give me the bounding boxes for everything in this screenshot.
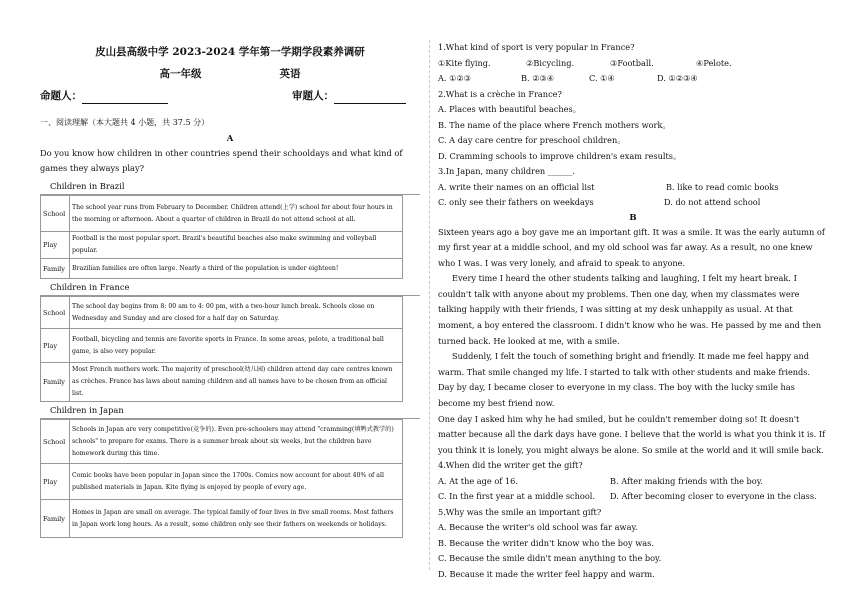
q3-option-a: A. write their names on an official list <box>438 181 595 192</box>
q1-option-d: D. ①②③④ <box>657 73 698 83</box>
q4-option-c: C. In the first year at a middle school. <box>438 491 595 502</box>
q5-option-c: C. Because the smile didn't mean anything to the boy. <box>438 553 662 564</box>
q2-option-d: D. Cramming schools to improve children's exam results。 <box>438 150 682 161</box>
section-heading: 一、阅读理解（本大题共 4 小题，共 37.5 分） <box>40 118 210 127</box>
table-row <box>41 363 403 402</box>
question-3-options-cd <box>438 195 828 211</box>
row-category: Play <box>41 329 70 363</box>
row-category: Family <box>41 500 70 538</box>
q2-option-b: B. The name of the place where French mothers work。 <box>438 119 671 130</box>
table-france <box>40 296 403 402</box>
q1-option-b: B. ②③④ <box>521 73 555 83</box>
question-3-options-ab <box>438 180 828 196</box>
table-row <box>41 232 403 259</box>
row-text: Homes in Japan are small on average. The typical family of four lives in five small rooms. Most fathers in Japan work long hours. As a result, some children only see their fathers on weekends or holidays. <box>70 500 403 538</box>
passage-b-paragraph: Every time I heard the other students talking and laughing, I felt my heart break. I couldn't talk with anyone about my problems. Then one day, when my classmates were talking happily with their friends, I was sitting at my desk unhappily as usual. At that moment, a boy entered the classroom. I didn't know who he was. He passed by me and then turned back. He looked at me, with a smile. <box>438 273 822 346</box>
row-category: Play <box>41 232 70 259</box>
table-caption-france: Children in France <box>40 279 420 296</box>
subject-label: 英语 <box>279 68 301 80</box>
right-column <box>438 40 828 582</box>
q1-item: ③Football. <box>610 57 654 68</box>
reviewer-label: 审题人： <box>292 90 334 102</box>
row-category: School <box>41 297 70 329</box>
question-5-stem: 5.Why was the smile an important gift? <box>438 506 602 517</box>
table-caption-brazil: Children in Brazil <box>40 178 420 195</box>
setter-label: 命题人： <box>40 90 82 102</box>
grade-label: 高一年级 <box>159 68 202 80</box>
row-category: Family <box>41 363 70 402</box>
table-row <box>41 196 403 232</box>
q3-option-c: C. only see their fathers on weekdays <box>438 197 594 207</box>
question-1-stem: 1.What kind of sport is very popular in France? <box>438 42 635 52</box>
q5-option-b: B. Because the writer didn't know who the boy was. <box>438 537 654 548</box>
question-2-stem: 2.What is a crèche in France? <box>438 88 562 99</box>
reviewer-field <box>292 88 406 104</box>
question-1-options <box>438 71 828 87</box>
passage-b-letter: B <box>629 212 637 223</box>
q2-option-a: A. Places with beautiful beaches。 <box>438 104 581 114</box>
row-text: Comic books have been popular in Japan since the 1700s. Comics now account for about 40% of all published materials in Japan. Kite flying is enjoyed by people of every age. <box>70 464 403 500</box>
column-divider <box>429 40 430 570</box>
q4-option-b: B. After making friends with the boy. <box>610 475 763 486</box>
table-brazil <box>40 195 403 279</box>
setter-field <box>40 88 168 104</box>
row-text: Schools in Japan are very competitive(竞争的). Even pre-schoolers may attend "cramming(填鸭式教学的) schools" to prepare for exams. There is a summer break about six weeks, but the children have homework during this time. <box>70 420 403 464</box>
row-text: Brazilian families are often large. Nearly a third of the population is under eighteen! <box>70 259 403 279</box>
question-4-stem: 4.When did the writer get the gift? <box>438 460 583 471</box>
q3-option-b: B. like to read comic books <box>666 181 779 192</box>
reviewer-blank <box>334 91 406 104</box>
q1-option-c: C. ①④ <box>589 73 615 83</box>
passage-b-paragraph: Sixteen years ago a boy gave me an important gift. It was a smile. It was the early autumn of my first year at a middle school, and my old school was far away. As a result, no one knew who I was. I was very lonely, and afraid to speak to anyone. <box>438 226 825 268</box>
table-row <box>41 259 403 279</box>
table-row <box>41 420 403 464</box>
question-1-items <box>438 56 828 72</box>
q1-item: ④Pelote. <box>696 57 732 68</box>
passage-b-paragraph: Suddenly, I felt the touch of something bright and friendly. It made me feel happy and warm. That smile changed my life. I started to talk with other students and make friends. Day by day, I became closer to everyone in my class. The boy with the lucky smile has become my best friend now. <box>438 351 811 409</box>
q2-option-c: C. A day care centre for preschool children。 <box>438 135 626 145</box>
table-japan <box>40 419 403 538</box>
passage-b-paragraph: One day I asked him why he had smiled, but he couldn't remember doing so! It doesn't matter because all the dark days have gone. I believe that the world is what you think it is. If you think it is lonely, you might always be alone. So smile at the world and it will smile back. <box>438 413 826 455</box>
table-row <box>41 329 403 363</box>
q1-item: ②Bicycling. <box>526 57 575 68</box>
row-text: Football is the most popular sport. Brazil's beautiful beaches also make swimming and volleyball popular. <box>70 232 403 259</box>
setter-reviewer-line <box>40 88 420 104</box>
table-row <box>41 297 403 329</box>
row-text: Most French mothers work. The majority of preschool(幼儿园) children attend day care centres known as crèches. France has laws about naming children and all names have to be chosen from an official list. <box>70 363 403 402</box>
table-row <box>41 500 403 538</box>
table-caption-japan: Children in Japan <box>40 402 420 419</box>
q1-option-a: A. ①②③ <box>438 73 472 83</box>
table-row <box>41 464 403 500</box>
q1-item: ①Kite flying. <box>438 57 491 68</box>
row-category: Family <box>41 259 70 279</box>
q4-option-a: A. At the age of 16. <box>438 475 518 486</box>
passage-a-intro: Do you know how children in other countries spend their schooldays and what kind of games they always play? <box>40 148 403 173</box>
row-category: School <box>41 196 70 232</box>
question-4-options-ab <box>438 474 828 490</box>
question-3-stem: 3.In Japan, many children ______. <box>438 166 575 176</box>
row-text: Football, bicycling and tennis are favorite sports in France. In some areas, pelote, a traditional ball game, is also very popular. <box>70 329 403 363</box>
row-text: The school year runs from February to December. Children attend(上学) school for about four hours in the morning or afternoon. About a quarter of children in Brazil do not attend school at all. <box>70 196 403 232</box>
exam-subtitle <box>40 66 420 82</box>
q4-option-d: D. After becoming closer to everyone in the class. <box>610 491 817 502</box>
row-text: The school day begins from 8: 00 am to 4: 00 pm, with a two-hour lunch break. Schools close on Wednesday and Sunday and are closed for a half day on Saturday. <box>70 297 403 329</box>
q5-option-d: D. Because it made the writer feel happy and warm. <box>438 568 655 579</box>
row-category: Play <box>41 464 70 500</box>
exam-title: 皮山县高级中学 2023-2024 学年第一学期学段素养调研 <box>95 46 365 58</box>
left-column <box>40 40 420 538</box>
setter-blank <box>82 91 168 104</box>
passage-a-letter: A <box>226 134 234 144</box>
q5-option-a: A. Because the writer's old school was far away. <box>438 522 638 533</box>
row-category: School <box>41 420 70 464</box>
question-4-options-cd <box>438 489 828 505</box>
q3-option-d: D. do not attend school <box>664 197 761 207</box>
